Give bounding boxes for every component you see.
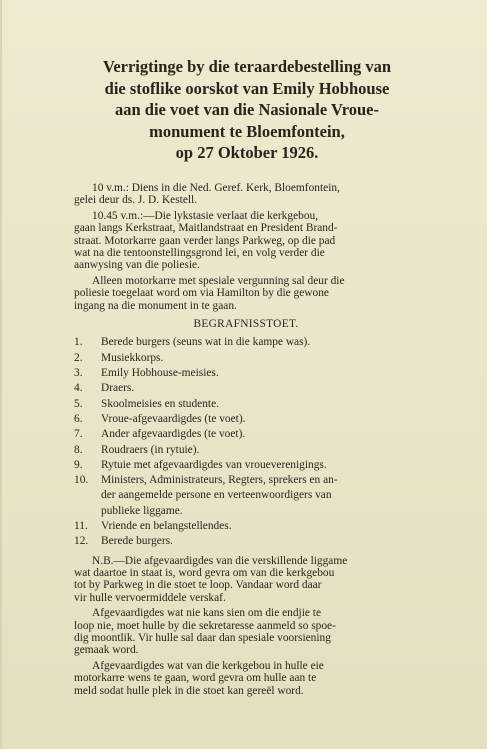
procession-item <box>74 473 418 519</box>
procession-item-number: 4. <box>74 382 83 395</box>
procession-item-text: publieke liggame. <box>101 504 183 517</box>
document-title <box>42 56 452 164</box>
procession-item-text: Roudraers (in rytuie). <box>101 443 200 456</box>
note-paragraph <box>74 607 418 657</box>
intro-paragraph <box>74 182 418 207</box>
title-line: op 27 Oktober 1926. <box>175 143 319 162</box>
procession-item <box>74 412 418 427</box>
title-line: die stoflike oorskot van Emily Hobhouse <box>104 78 390 98</box>
procession-list <box>74 335 418 549</box>
procession-item <box>74 458 418 473</box>
procession-item-text: Berede burgers (seuns wat in die kampe was). <box>101 336 311 349</box>
note-paragraph-line: N.B.—Die afgevaardigdes van die verskillende liggame <box>92 554 348 567</box>
note-paragraph-line: loop nie, moet hulle by die sekretaresse aanmeld so spoe- <box>74 619 336 632</box>
procession-item <box>74 351 418 366</box>
intro-paragraph-line: wat na die tentoonstellingsgrond lei, en volg verder die <box>74 247 325 260</box>
procession-item-text: Emily Hobhouse-meisies. <box>101 367 219 380</box>
document-body <box>74 182 418 700</box>
procession-item-text: Skoolmeisies en studente. <box>101 397 220 410</box>
intro-paragraph-line: gaan langs Kerkstraat, Maitlandstraat en President Brand- <box>74 222 338 235</box>
procession-item-text: der aangemelde persone en verteenwoordigers van <box>101 489 332 502</box>
title-line: monument te Bloemfontein, <box>149 121 345 141</box>
note-paragraph-line: Afgevaardigdes wat van die kerkgebou in hulle eie <box>92 659 324 672</box>
note-paragraph-line: vir hulle vervoermiddele verskaf. <box>74 591 226 604</box>
notes-section <box>74 555 418 697</box>
intro-paragraph-line: gelei deur ds. J. D. Kestell. <box>74 194 198 207</box>
intro-paragraph-line: poliesie toegelaat word om via Hamilton by die gewone <box>74 287 329 300</box>
procession-item-text: Ander afgevaardigdes (te voet). <box>101 428 246 441</box>
intro-paragraph-line: aanwysing van die poliesie. <box>74 259 200 272</box>
procession-item <box>74 381 418 396</box>
intro-paragraph <box>74 210 418 272</box>
procession-item-number: 6. <box>74 412 83 425</box>
procession-item-number: 11. <box>74 520 88 533</box>
procession-item-number: 10. <box>74 474 89 487</box>
note-paragraph <box>74 660 418 697</box>
procession-item-number: 3. <box>74 367 83 380</box>
procession-item-text: Vroue-afgevaardigdes (te voet). <box>101 412 246 425</box>
procession-item <box>74 443 418 458</box>
procession-item-number: 2. <box>74 351 83 364</box>
procession-item-text: Ministers, Administrateurs, Regters, sprekers en an- <box>101 474 338 487</box>
procession-item-number: 12. <box>74 535 89 548</box>
procession-item-text: Berede burgers. <box>101 535 173 548</box>
note-paragraph-line: wat daartoe in staat is, word gevra om van die kerkgebou <box>74 567 335 580</box>
procession-item-text: Rytuie met afgevaardigdes van vroueverenigings. <box>101 458 327 471</box>
note-paragraph <box>74 555 418 605</box>
procession-item-number: 7. <box>74 428 83 441</box>
note-paragraph-line: meld sodat hulle plek in die stoet kan gereël word. <box>74 684 304 697</box>
note-paragraph-line: gemaak word. <box>74 644 139 657</box>
procession-item-number: 8. <box>74 443 83 456</box>
procession-item <box>74 519 418 534</box>
title-line: Verrigtinge by die teraardebestelling van <box>102 57 392 76</box>
procession-item-number: 1. <box>74 336 83 349</box>
intro-section <box>74 182 418 312</box>
procession-item <box>74 534 418 549</box>
intro-paragraph <box>74 275 418 312</box>
procession-item <box>74 366 418 381</box>
note-paragraph-line: dig moontlik. Vir hulle sal daar dan spesiale voorsiening <box>74 632 331 645</box>
intro-paragraph-line: ingang na die monument in te gaan. <box>74 299 237 312</box>
section-heading: BEGRAFNISSTOET. <box>193 318 299 331</box>
intro-paragraph-line: 10.45 v.m.:—Die lykstasie verlaat die kerkgebou, <box>92 209 319 222</box>
note-paragraph-line: motorkarre wens te gaan, word gevra om hulle aan te <box>74 672 317 685</box>
procession-item <box>74 335 418 350</box>
procession-item-text: Draers. <box>101 382 135 395</box>
procession-item <box>74 397 418 412</box>
title-line: aan die voet van die Nasionale Vroue- <box>114 100 379 119</box>
procession-item-number: 9. <box>74 458 83 471</box>
note-paragraph-line: tot by Parkweg in die stoet te loop. Vandaar word daar <box>74 579 322 592</box>
intro-paragraph-line: 10 v.m.: Diens in die Ned. Geref. Kerk, Bloemfontein, <box>92 182 340 194</box>
procession-item <box>74 427 418 442</box>
note-paragraph-line: Afgevaardigdes wat nie kans sien om die endjie te <box>92 607 322 620</box>
intro-paragraph-line: Alleen motorkarre met spesiale vergunning sal deur die <box>92 274 345 287</box>
procession-item-text: Musiekkorps. <box>101 351 164 364</box>
procession-item-number: 5. <box>74 397 83 410</box>
procession-item-text: Vriende en belangstellendes. <box>101 520 232 533</box>
intro-paragraph-line: straat. Motorkarre gaan verder langs Parkweg, op die pad <box>74 234 336 247</box>
